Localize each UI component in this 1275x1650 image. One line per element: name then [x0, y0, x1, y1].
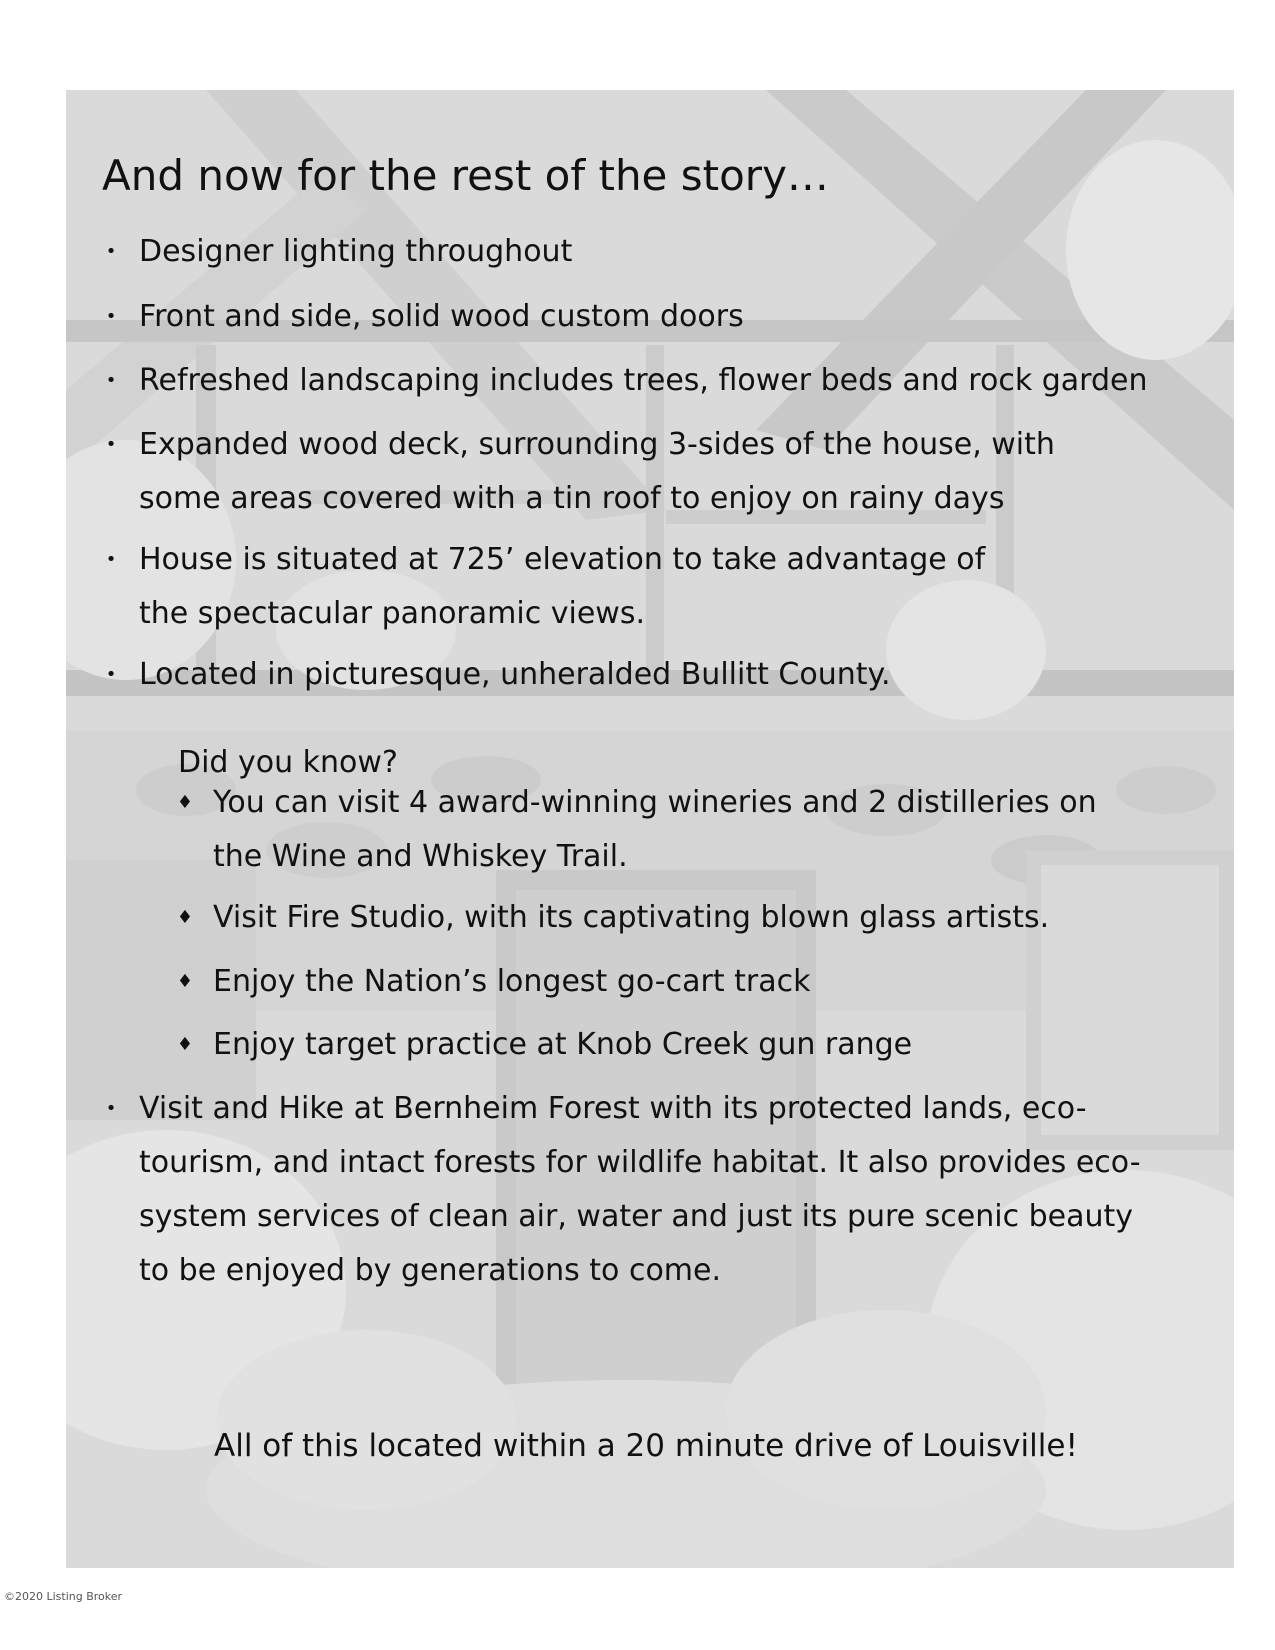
bullet-icon: •: [105, 306, 117, 327]
list-item-text: Expanded wood deck, surrounding 3-sides of the house, with some areas covered with a tin roof to enjoy on rainy days: [139, 427, 1055, 516]
list-item: [105, 225, 1179, 279]
list-item-text: Visit and Hike at Bernheim Forest with its protected lands, eco-tourism, and intact forests for wildlife habitat. It also provides eco-system services of clean air, water and just its pure scenic beauty to be enjoyed by generations to come.: [139, 1091, 1141, 1288]
background-photo-panel: [66, 90, 1234, 1568]
sub-list-item: [176, 955, 1163, 1009]
did-you-know-intro: Did you know?: [178, 745, 398, 780]
sub-list-item-text: Enjoy target practice at Knob Creek gun range: [213, 1027, 913, 1062]
list-item: [105, 290, 1179, 344]
list-item-text: Front and side, solid wood custom doors: [139, 299, 744, 334]
sub-list-item-text: You can visit 4 award-winning wineries and 2 distilleries on the Wine and Whiskey Trail.: [213, 785, 1097, 874]
list-item: [105, 418, 1139, 526]
sub-list-item-text: Enjoy the Nation’s longest go-cart track: [213, 964, 811, 999]
bullet-icon: •: [105, 434, 117, 455]
list-item: [105, 354, 1179, 408]
bullet-icon: •: [105, 370, 117, 391]
diamond-bullet-icon: ♦: [176, 792, 194, 813]
list-item: [105, 1082, 1149, 1298]
diamond-bullet-icon: ♦: [176, 1034, 194, 1055]
list-item: [105, 648, 1179, 702]
sub-list-item: [176, 776, 1133, 884]
list-item-text: Located in picturesque, unheralded Bullitt County.: [139, 657, 891, 692]
list-item-text: Refreshed landscaping includes trees, flower beds and rock garden: [139, 363, 1148, 398]
closing-statement: All of this located within a 20 minute drive of Louisville!: [214, 1428, 1078, 1464]
diamond-bullet-icon: ♦: [176, 907, 194, 928]
sub-list-item-text: Visit Fire Studio, with its captivating blown glass artists.: [213, 900, 1050, 935]
bullet-icon: •: [105, 549, 117, 570]
list-item: [105, 533, 1039, 641]
list-item-text: Designer lighting throughout: [139, 234, 573, 269]
bullet-icon: •: [105, 1098, 117, 1119]
story-content: [66, 90, 1234, 1568]
list-item-text: House is situated at 725’ elevation to take advantage of the spectacular panoramic views.: [139, 542, 986, 631]
diamond-bullet-icon: ♦: [176, 971, 194, 992]
page-title: And now for the rest of the story…: [102, 151, 829, 200]
copyright-notice: ©2020 Listing Broker: [4, 1590, 123, 1603]
sub-list-item: [176, 891, 1163, 945]
bullet-icon: •: [105, 664, 117, 685]
bullet-icon: •: [105, 241, 117, 262]
sub-list-item: [176, 1018, 1163, 1072]
